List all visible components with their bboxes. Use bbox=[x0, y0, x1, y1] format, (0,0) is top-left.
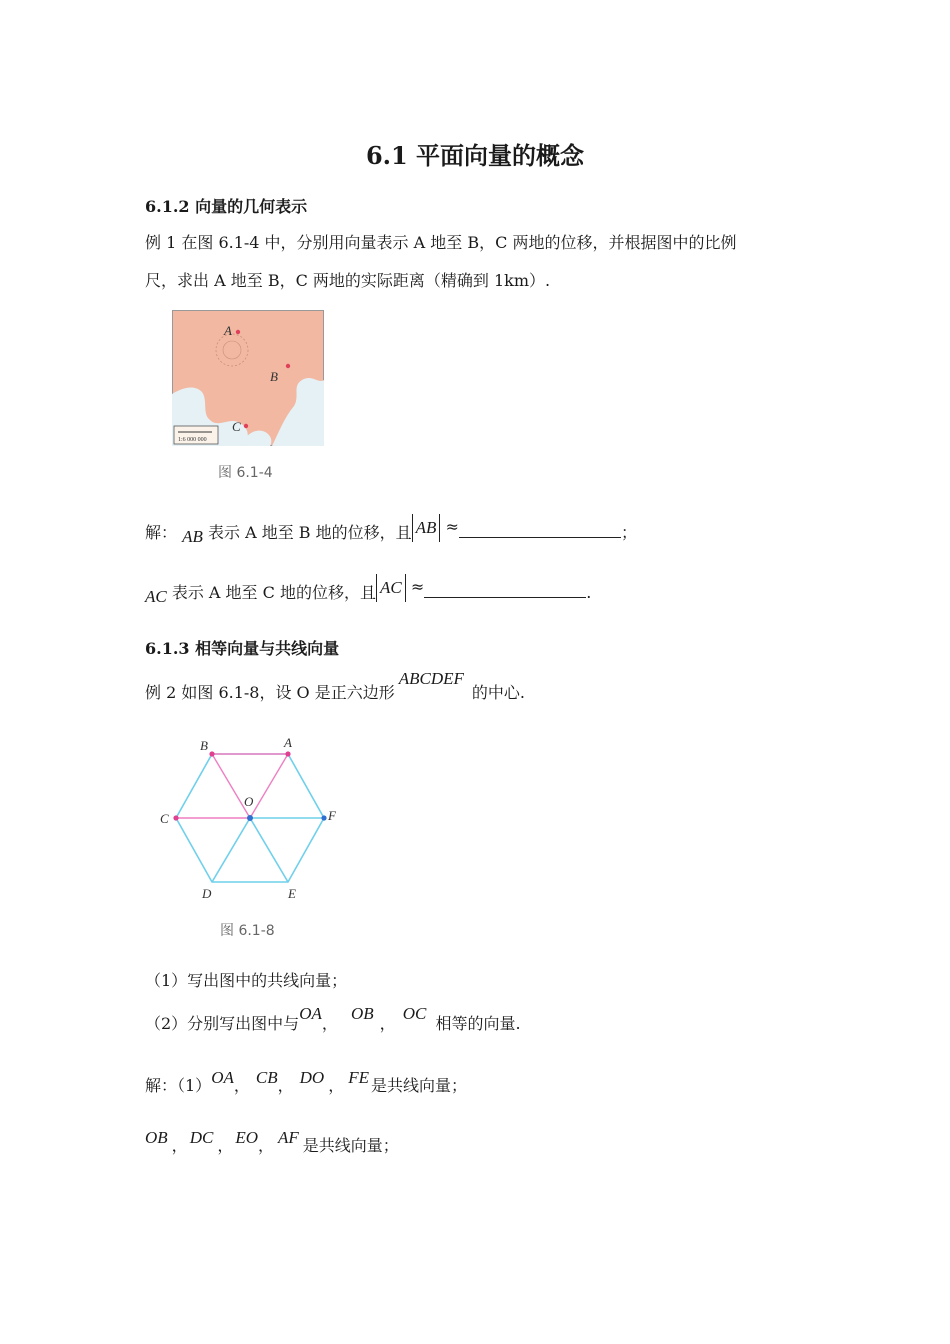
label-e: E bbox=[288, 886, 296, 901]
map-point-c bbox=[244, 424, 248, 428]
page-title: 6.1 平面向量的概念 bbox=[365, 141, 585, 170]
vector-do: DO bbox=[299, 1068, 325, 1087]
figure-caption-6-1-4: 图 6.1-4 bbox=[218, 465, 273, 481]
label-o: O bbox=[244, 794, 254, 809]
answer-line-2 bbox=[145, 1128, 399, 1164]
example-1-line-2: 尺，求出 A 地至 B，C 两地的实际距离（精确到 1km）. bbox=[145, 271, 551, 290]
answer-blank-ab[interactable] bbox=[459, 536, 621, 538]
label-f: F bbox=[328, 808, 336, 823]
question-2-end: 相等的向量. bbox=[435, 1014, 521, 1033]
hexagon-name: ABCDEF bbox=[398, 669, 464, 688]
vector-ab: AB bbox=[182, 527, 203, 546]
label-b: B bbox=[200, 738, 208, 753]
period: . bbox=[586, 583, 592, 602]
vector-ob: OB bbox=[145, 1128, 168, 1147]
question-2 bbox=[145, 1006, 521, 1042]
comma: ， bbox=[217, 1136, 234, 1155]
point-a bbox=[285, 751, 290, 756]
solution-2-text: 表示 A 地至 C 地的位移，且 bbox=[171, 583, 376, 602]
answer-1-end: 是共线向量； bbox=[370, 1076, 467, 1095]
vector-oc: OC bbox=[402, 1004, 427, 1023]
label-d: D bbox=[202, 886, 212, 901]
comma: ， bbox=[171, 1136, 188, 1155]
vector-ac-magnitude: AC bbox=[376, 574, 406, 602]
answer-blank-ac[interactable] bbox=[424, 596, 586, 598]
label-c: C bbox=[160, 811, 169, 826]
semicolon: ； bbox=[620, 523, 637, 542]
question-1: （1）写出图中的共线向量； bbox=[145, 971, 348, 990]
point-b bbox=[209, 751, 214, 756]
vector-af: AF bbox=[278, 1128, 299, 1147]
example-2-end: 的中心. bbox=[471, 683, 526, 702]
vector-ob: OB bbox=[350, 1004, 374, 1023]
point-o bbox=[247, 815, 253, 821]
comma: ， bbox=[258, 1136, 275, 1155]
map-label-c: C bbox=[232, 419, 241, 434]
vector-oa: OA bbox=[211, 1068, 234, 1087]
solution-line-1 bbox=[145, 516, 637, 550]
vector-ac: AC bbox=[145, 587, 167, 606]
map-scale-label: 1:6 000 000 bbox=[178, 437, 207, 443]
pink-vectors bbox=[176, 754, 288, 818]
solution-line-2 bbox=[145, 576, 591, 610]
vector-oa: OA bbox=[299, 1004, 322, 1023]
map-point-a bbox=[236, 330, 240, 334]
vector-fe: FE bbox=[348, 1068, 369, 1087]
map-figure bbox=[172, 310, 324, 446]
point-f bbox=[321, 815, 326, 820]
comma: ， bbox=[379, 1014, 396, 1033]
section-heading-6-1-2: 6.1.2 向量的几何表示 bbox=[145, 197, 308, 216]
answer-label: 解：（1） bbox=[145, 1076, 212, 1095]
point-c bbox=[173, 815, 178, 820]
hexagon-figure bbox=[150, 730, 350, 910]
solution-label: 解： bbox=[145, 523, 178, 542]
comma: ， bbox=[277, 1076, 294, 1095]
vector-dc: DC bbox=[189, 1128, 214, 1147]
example-2-line bbox=[145, 670, 525, 706]
comma: ， bbox=[328, 1076, 345, 1095]
answer-line-1 bbox=[145, 1068, 467, 1104]
section-heading-6-1-3: 6.1.3 相等向量与共线向量 bbox=[145, 639, 340, 658]
map-label-a: A bbox=[224, 323, 232, 338]
figure-caption-6-1-8: 图 6.1-8 bbox=[220, 923, 275, 939]
approx-sign: ≈ bbox=[410, 577, 425, 596]
vector-ab-magnitude: AB bbox=[412, 514, 441, 542]
vector-eo: EO bbox=[235, 1128, 258, 1147]
label-a: A bbox=[284, 735, 292, 750]
comma: ， bbox=[321, 1014, 338, 1033]
example-2-text: 例 2 如图 6.1-8，设 O 是正六边形 bbox=[145, 683, 395, 702]
question-2-text: （2）分别写出图中与 bbox=[145, 1014, 300, 1033]
example-1-line-1: 例 1 在图 6.1-4 中，分别用向量表示 A 地至 B，C 两地的位移，并根据图中的比例 bbox=[145, 233, 737, 252]
comma: ， bbox=[233, 1076, 250, 1095]
solution-1-text: 表示 A 地至 B 地的位移，且 bbox=[207, 523, 412, 542]
answer-2-end: 是共线向量； bbox=[302, 1136, 399, 1155]
map-point-b bbox=[286, 364, 290, 368]
map-label-b: B bbox=[270, 369, 278, 384]
vector-cb: CB bbox=[255, 1068, 278, 1087]
approx-sign: ≈ bbox=[445, 517, 459, 536]
